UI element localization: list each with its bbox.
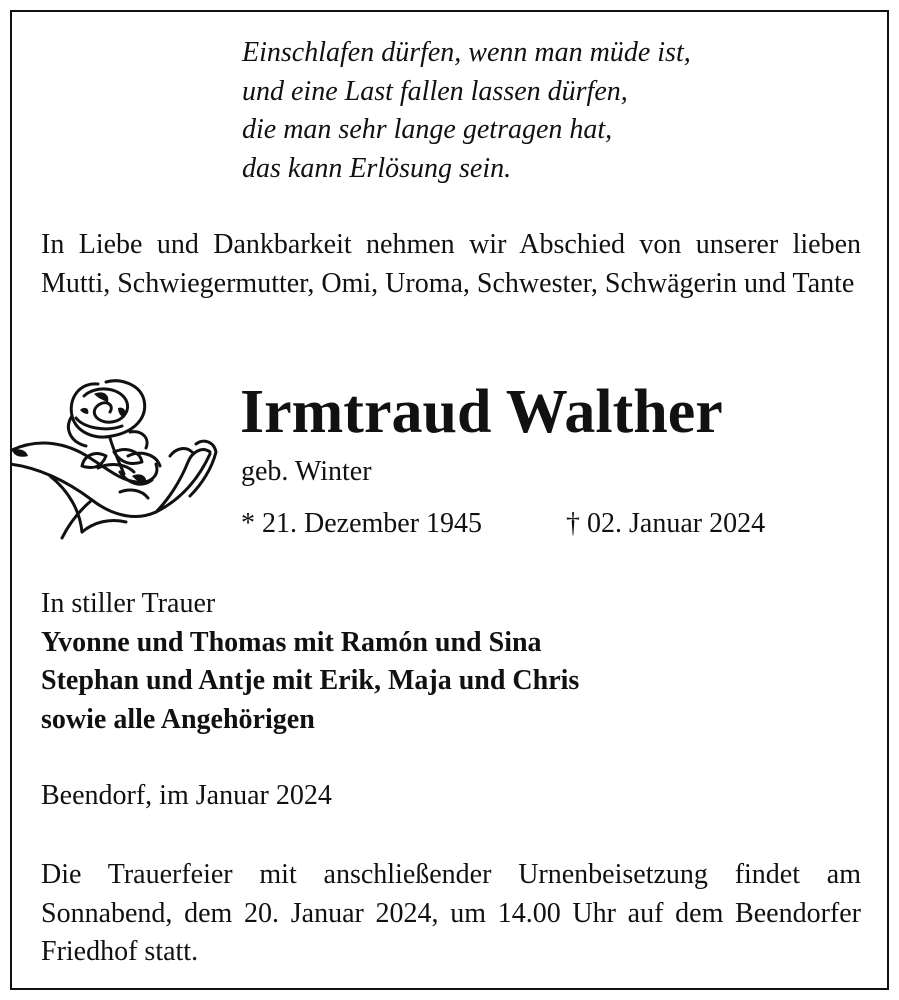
rose-in-hands-illustration [10,372,222,552]
mourners-block [41,585,579,739]
poem-line: die man sehr lange getragen hat, [242,114,613,145]
poem-line: und eine Last fallen lassen dürfen, [242,75,628,107]
deceased-name: Irmtraud Walther [240,378,723,446]
place-date: Beendorf, im Januar 2024 [41,780,332,811]
death-date: † 02. Januar 2024 [566,508,766,539]
poem-line: Einschlafen dürfen, wenn man müde ist, [242,37,691,68]
funeral-notice: Die Trauerfeier mit anschließender Urnenbeisetzung findet am Sonnabend, dem 20. Januar 2024, um 14.00 Uhr auf dem Beendorfer Friedhof statt. [41,859,861,967]
poem [242,34,691,188]
mourner-line: Yvonne und Thomas mit Ramón und Sina [41,626,542,658]
mourner-line: Stephan und Antje mit Erik, Maja und Chris [41,665,580,696]
maiden-name: geb. Winter [241,456,372,487]
mourner-line: sowie alle Angehörigen [41,703,315,735]
poem-line: das kann Erlösung sein. [242,152,512,184]
intro-text: In Liebe und Dankbarkeit nehmen wir Abschied von unserer lieben Mutti, Schwiegermutter, Omi, Uroma, Schwester, Schwägerin und Tante [41,229,861,299]
life-dates [241,506,807,542]
birth-date: * 21. Dezember 1945 [241,508,483,539]
mourners-heading: In stiller Trauer [41,588,216,619]
